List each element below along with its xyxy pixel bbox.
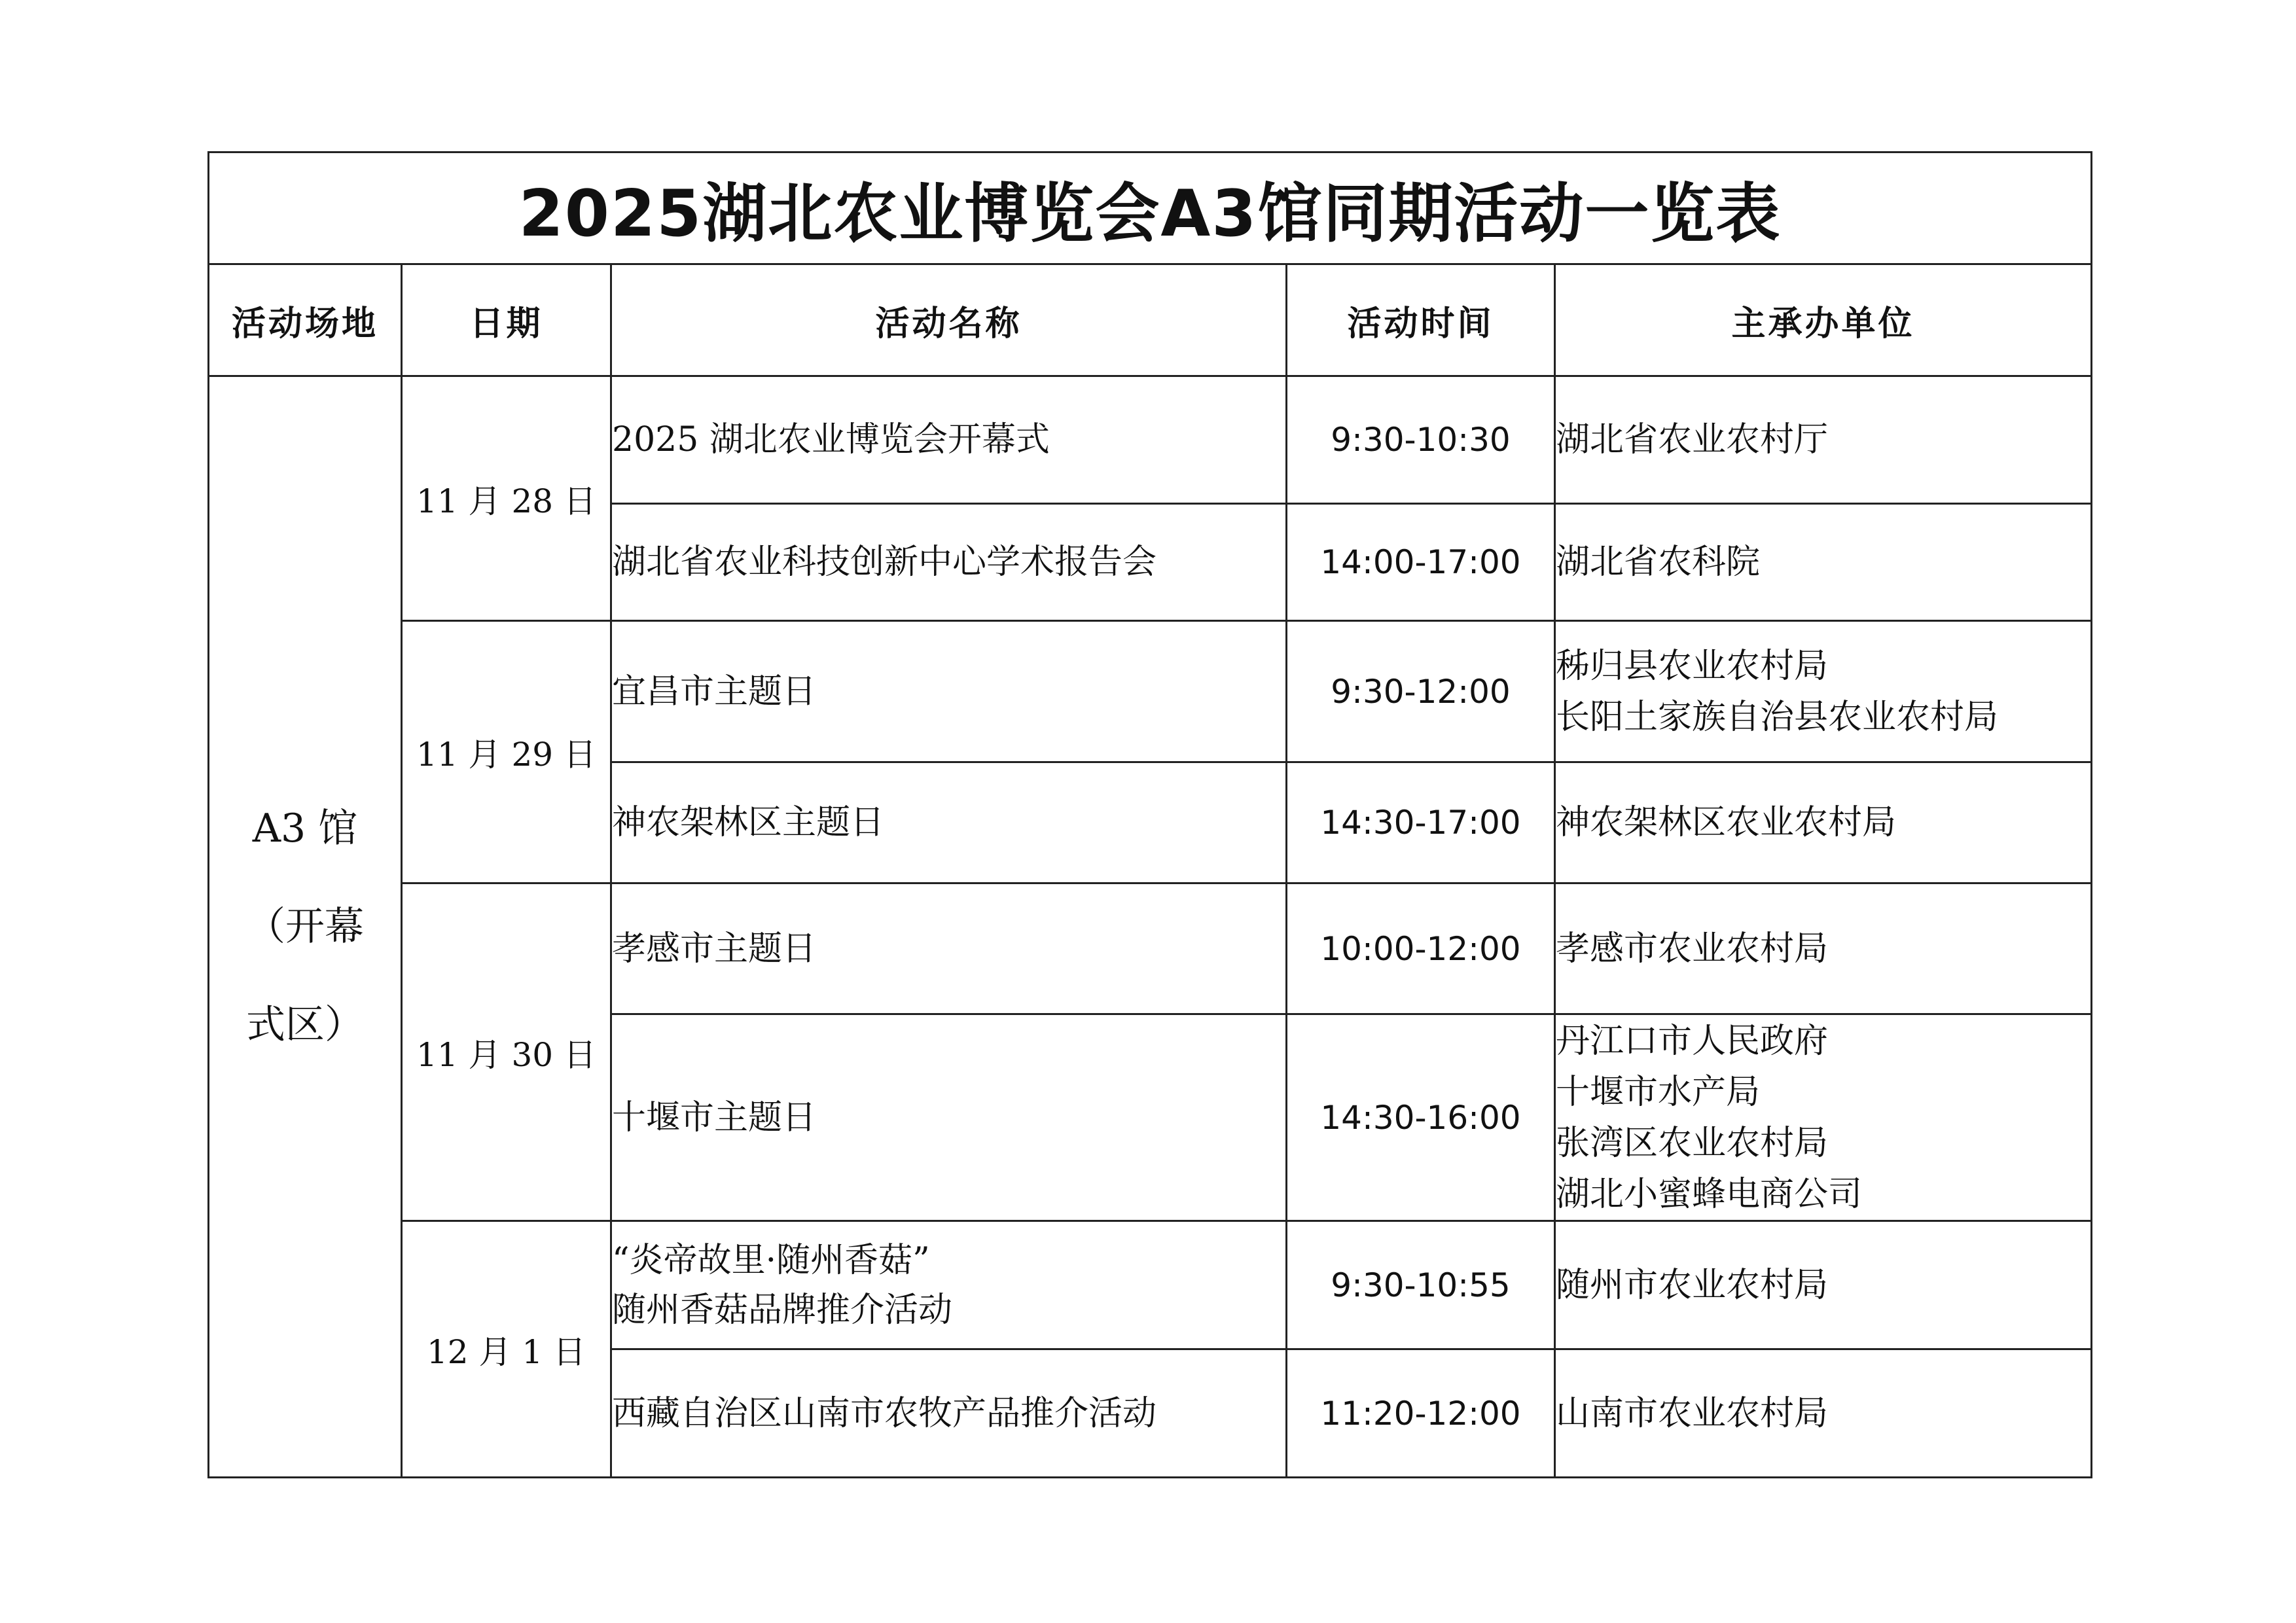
activity-time: 14:30-16:00 [1287, 1014, 1555, 1221]
activity-time: 9:30-12:00 [1287, 621, 1555, 762]
table-row [209, 621, 2092, 762]
activity-name: 2025 湖北农业博览会开幕式 [611, 376, 1287, 504]
header-organizer: 主承办单位 [1555, 264, 2092, 376]
date-cell: 11 月 28 日 [402, 376, 611, 621]
organizer: 秭归县农业农村局 长阳土家族自治县农业农村局 [1555, 621, 2092, 762]
activity-name: 十堰市主题日 [611, 1014, 1287, 1221]
activity-time: 10:00-12:00 [1287, 883, 1555, 1014]
table-title: 2025湖北农业博览会A3馆同期活动一览表 [209, 152, 2092, 264]
activity-time: 9:30-10:55 [1287, 1221, 1555, 1349]
header-activity-name: 活动名称 [611, 264, 1287, 376]
date-cell: 11 月 29 日 [402, 621, 611, 883]
activity-name: 宜昌市主题日 [611, 621, 1287, 762]
header-date: 日期 [402, 264, 611, 376]
activity-schedule-table [207, 151, 2092, 1478]
organizer: 孝感市农业农村局 [1555, 883, 2092, 1014]
date-cell: 11 月 30 日 [402, 883, 611, 1221]
organizer: 随州市农业农村局 [1555, 1221, 2092, 1349]
header-row [209, 264, 2092, 376]
venue-line: （开幕 [246, 904, 364, 950]
activity-time: 11:20-12:00 [1287, 1349, 1555, 1478]
venue-cell [209, 376, 402, 1478]
activity-name: 孝感市主题日 [611, 883, 1287, 1014]
organizer: 湖北省农科院 [1555, 504, 2092, 621]
venue-line: 式区） [246, 1002, 364, 1048]
date-cell: 12 月 1 日 [402, 1221, 611, 1478]
organizer: 湖北省农业农村厅 [1555, 376, 2092, 504]
activity-name: 湖北省农业科技创新中心学术报告会 [611, 504, 1287, 621]
activity-name: 神农架林区主题日 [611, 762, 1287, 883]
activity-time: 14:00-17:00 [1287, 504, 1555, 621]
venue-line: A3 馆 [252, 806, 358, 851]
activity-time: 14:30-17:00 [1287, 762, 1555, 883]
table-row [209, 1221, 2092, 1349]
organizer: 神农架林区农业农村局 [1555, 762, 2092, 883]
table-row [209, 376, 2092, 504]
activity-name: “炎帝故里·随州香菇” 随州香菇品牌推介活动 [611, 1221, 1287, 1349]
organizer: 山南市农业农村局 [1555, 1349, 2092, 1478]
activity-time: 9:30-10:30 [1287, 376, 1555, 504]
table-row [209, 883, 2092, 1014]
header-activity-time: 活动时间 [1287, 264, 1555, 376]
title-row [209, 152, 2092, 264]
header-venue: 活动场地 [209, 264, 402, 376]
activity-name: 西藏自治区山南市农牧产品推介活动 [611, 1349, 1287, 1478]
organizer: 丹江口市人民政府 十堰市水产局 张湾区农业农村局 湖北小蜜蜂电商公司 [1555, 1014, 2092, 1221]
document-page [207, 151, 2090, 1478]
